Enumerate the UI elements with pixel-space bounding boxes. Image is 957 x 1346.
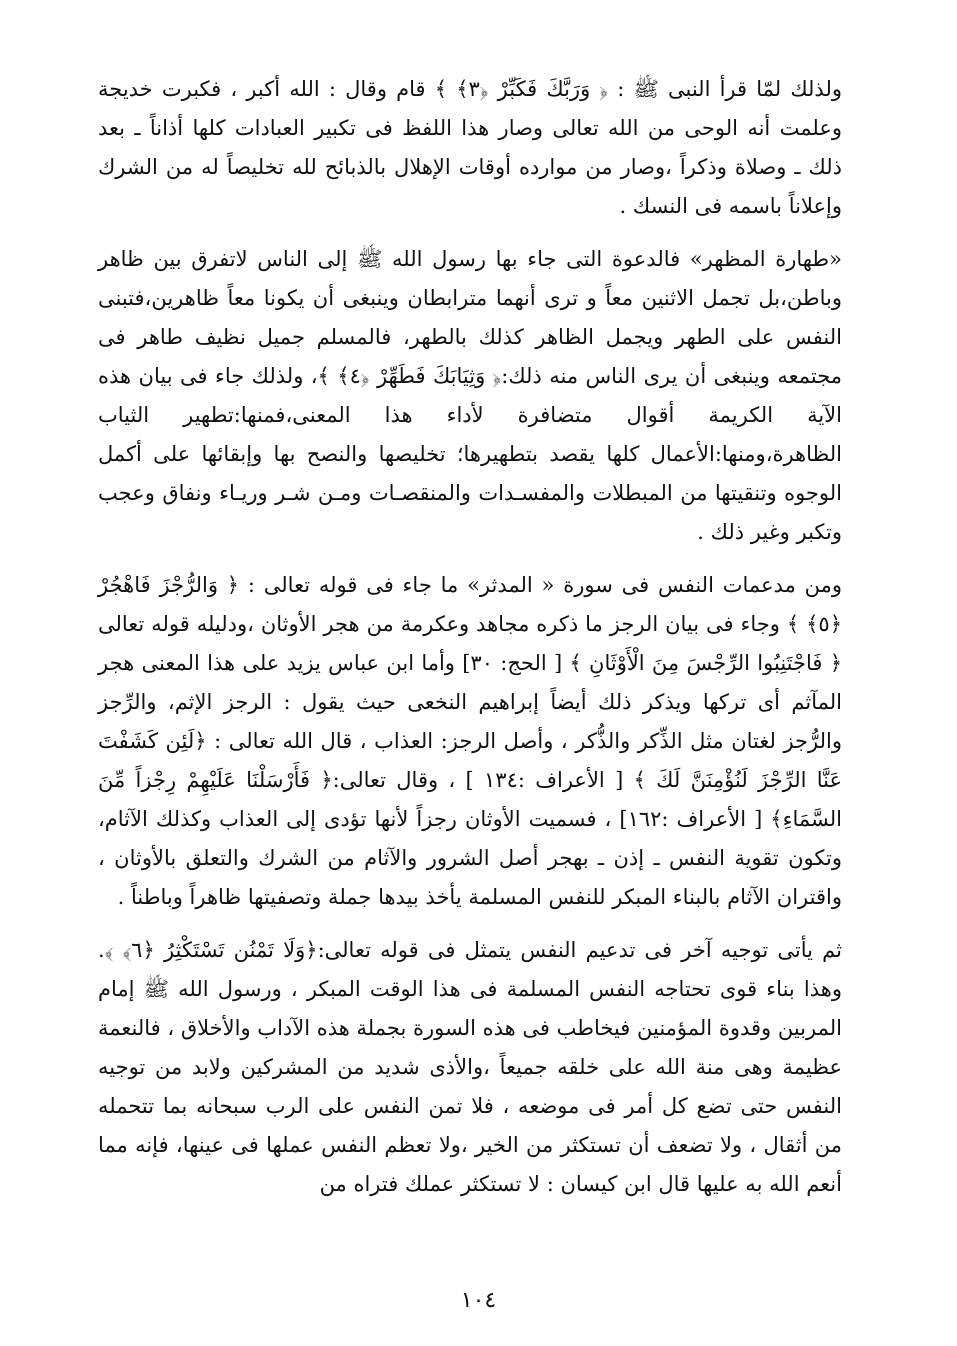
paragraph-rujz: ومن مدعمات النفس فى سورة « المدثر» ما جاء فى قوله تعالى : ﴿ وَالرُّجْزَ فَاهْجُرْ ﴿٥﴾ ﴾ وجاء فى بيان الرجز ما ذكره مجاهد وعكرمة من هجر الأوثان ،ودليله قوله تعالى ﴿ فَاجْتَنِبُوا الرِّجْسَ مِنَ الْأَوْثَانِ ﴾ [ الحج: ٣٠] وأما ابن عباس يزيد على هذا المعنى هجر المآثم أى تركها ويذكر ذلك أيضاً إبراهيم النخعى حيث يقول : الرجز الإثم، والرِّجز والرُّجز لغتان مثل الذِّكر والذُّكر ، وأصل الرجز: العذاب ، قال الله تعالى : ﴿لَئِن كَشَفْتَ عَنَّا الرِّجْزَ لَنُؤْمِنَنَّ لَكَ ﴾ [ الأعراف :١٣٤ ] ، وقال تعالى:﴿ فَأَرْسَلْنَا عَلَيْهِمْ رِجْزاً مِّنَ السَّمَاءِ﴾ [ الأعراف :١٦٢] ، فسميت الأوثان رجزاً لأنها تؤدى إلى العذاب وكذلك الآثام، وتكون تقوية النفس ـ إذن ـ بهجر أصل الشرور والآثام من الشرك والتعلق بالأوثان ، واقتران الآثام بالبناء المبكر للنفس المسلمة يأخذ بيدها جملة وتصفيتها ظاهراً وباطناً .	[98, 573, 842, 909]
paragraph-takbir: ولذلك لمّا قرأ النبى ﷺ : ﴿ وَرَبَّكَ فَكَبِّرْ ﴿٣﴾ ﴾ قام وقال : الله أكبر ، فكبرت خديجة وعلمت أنه الوحى من الله تعالى وصار هذا اللفظ فى تكبير العبادات كلها أذاناً ـ بعد ذلك ـ وصلاة وذكراً ،وصار من موارده أوقات الإهلال بالذبائح لله تخليصاً له من الشرك وإعلاناً باسمه فى النسك .	[98, 77, 842, 218]
paragraph-la-tamnun: ثم يأتى توجيه آخر فى تدعيم النفس يتمثل فى قوله تعالى:﴿وَلَا تَمْنُن تَسْتَكْثِرُ ﴿٦﴾ ﴾. وهذا بناء قوى تحتاجه النفس المسلمة فى هذا الوقت المبكر ، ورسول الله ﷺ إمام المربين وقدوة المؤمنين فيخاطب فى هذه السورة بجملة هذه الآداب والأخلاق ، فالنعمة عظيمة وهى منة الله على خلقه جميعاً ،والأذى شديد من المشركين ولابد من توجيه النفس حتى تضع كل أمر فى موضعه ، فلا تمن النفس على الرب سبحانه بما تتحمله من أثقال ، ولا تضعف أن تستكثر من الخير ،ولا تعظم النفس عملها فى عينها، فإنه مما أنعم الله به عليها قال ابن كيسان : لا تستكثر عملك فتراه من	[98, 938, 843, 1196]
page-number: ١٠٤	[460, 1288, 497, 1313]
page-body	[98, 70, 842, 1204]
paragraph-purity: «طهارة المظهر» فالدعوة التى جاء بها رسول الله ﷺ إلى الناس لاتفرق بين ظاهر وباطن،بل تجمل الاثنين معاً و ترى أنهما مترابطان وينبغى أن يكونا معاً ظاهرين،فتبنى النفس على الطهر ويجمل الظاهر كذلك بالطهر، فالمسلم جميل نظيف طاهر فى مجتمعه وينبغى أن يرى الناس منه ذلك:﴿ وَثِيَابَكَ فَطَهِّرْ ﴿٤﴾ ﴾، ولذلك جاء فى بيان هذه الآية الكريمة أقوال متضافرة لأداء هذا المعنى،فمنها:تطهير الثياب الظاهرة،ومنها:الأعمال كلها يقصد بتطهيرها؛ تخليصها والنصح بها وإبقائها على أكمل الوجوه وتنقيتها من المبطلات والمفسـدات والمنقصـات ومـن شـر وريـاء ونفاق وعجب وتكبر وغير ذلك .	[98, 247, 843, 544]
